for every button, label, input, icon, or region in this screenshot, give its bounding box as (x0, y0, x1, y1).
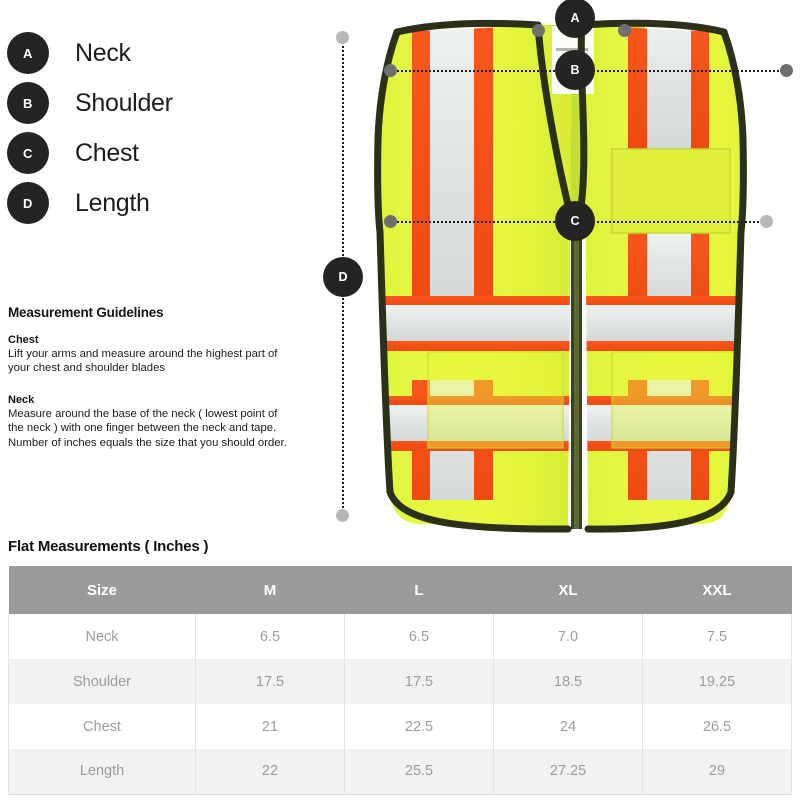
table-row (9, 614, 792, 659)
guideline-chest (8, 334, 294, 376)
legend-label-neck: Neck (75, 38, 131, 67)
legend-label-shoulder: Shoulder (75, 88, 173, 117)
length-pin-bottom (336, 509, 349, 522)
cell-shoulder-xxl: 19.25 (643, 659, 792, 704)
row-label-neck: Neck (9, 614, 196, 659)
cell-neck-l: 6.5 (345, 614, 494, 659)
column-header-xl: XL (494, 566, 643, 614)
flat-measurements-table (8, 566, 792, 795)
table-body (9, 614, 792, 794)
flat-measurements-table-wrap (8, 566, 792, 795)
cell-chest-xxl: 26.5 (643, 704, 792, 749)
legend-label-length: Length (75, 188, 150, 217)
cell-length-l: 25.5 (345, 749, 494, 794)
legend-badge-d: D (7, 182, 49, 224)
vest-zipper (571, 236, 582, 529)
table-row (9, 659, 792, 704)
neck-pin-right (618, 24, 631, 37)
length-pin-top (336, 31, 349, 44)
table-row (9, 704, 792, 749)
marker-d-length: D (323, 257, 363, 297)
legend-item-neck (0, 28, 300, 78)
legend-item-length (0, 178, 300, 228)
table-row (9, 749, 792, 794)
legend-label-chest: Chest (75, 138, 139, 167)
cell-length-xl: 27.25 (494, 749, 643, 794)
shoulder-pin-left (384, 64, 397, 77)
marker-b-shoulder: B (555, 50, 595, 90)
shoulder-pin-right (780, 64, 793, 77)
column-header-xxl: XXL (643, 566, 792, 614)
chest-pin-right (760, 215, 773, 228)
cell-neck-m: 6.5 (196, 614, 345, 659)
cell-neck-xxl: 7.5 (643, 614, 792, 659)
measurement-guidelines (8, 305, 294, 468)
legend-item-shoulder (0, 78, 300, 128)
legend-badge-c: C (7, 132, 49, 174)
cell-shoulder-l: 17.5 (345, 659, 494, 704)
guideline-chest-heading: Chest (8, 334, 39, 346)
guidelines-title: Measurement Guidelines (8, 305, 164, 320)
guideline-chest-body: Lift your arms and measure around the highest part of your chest and shoulder blades (8, 348, 278, 375)
row-label-chest: Chest (9, 704, 196, 749)
measurement-legend (0, 28, 300, 228)
column-header-size: Size (9, 566, 196, 614)
guideline-neck (8, 394, 294, 450)
column-header-l: L (345, 566, 494, 614)
neck-pin-left (532, 24, 545, 37)
table-header-row (9, 566, 792, 614)
flat-measurements-title: Flat Measurements ( Inches ) (8, 538, 209, 555)
cell-chest-m: 21 (196, 704, 345, 749)
column-header-m: M (196, 566, 345, 614)
guideline-neck-body: Measure around the base of the neck ( lowest point of the neck ) with one finger between the neck and tape. Number of inches equals the size that you should order. (8, 407, 287, 449)
legend-item-chest (0, 128, 300, 178)
row-label-length: Length (9, 749, 196, 794)
vest-right-panel (570, 10, 800, 540)
legend-badge-b: B (7, 82, 49, 124)
chest-pin-left (384, 215, 397, 228)
safety-vest-graphic (300, 0, 800, 545)
cell-shoulder-m: 17.5 (196, 659, 345, 704)
cell-length-xxl: 29 (643, 749, 792, 794)
table-header (9, 566, 792, 614)
cell-shoulder-xl: 18.5 (494, 659, 643, 704)
cell-length-m: 22 (196, 749, 345, 794)
vest-illustration (300, 0, 800, 545)
marker-c-chest: C (555, 201, 595, 241)
cell-chest-l: 22.5 (345, 704, 494, 749)
legend-badge-a: A (7, 32, 49, 74)
cell-chest-xl: 24 (494, 704, 643, 749)
guideline-neck-heading: Neck (8, 393, 35, 406)
marker-a-neck: A (555, 0, 595, 38)
cell-neck-xl: 7.0 (494, 614, 643, 659)
row-label-shoulder: Shoulder (9, 659, 196, 704)
